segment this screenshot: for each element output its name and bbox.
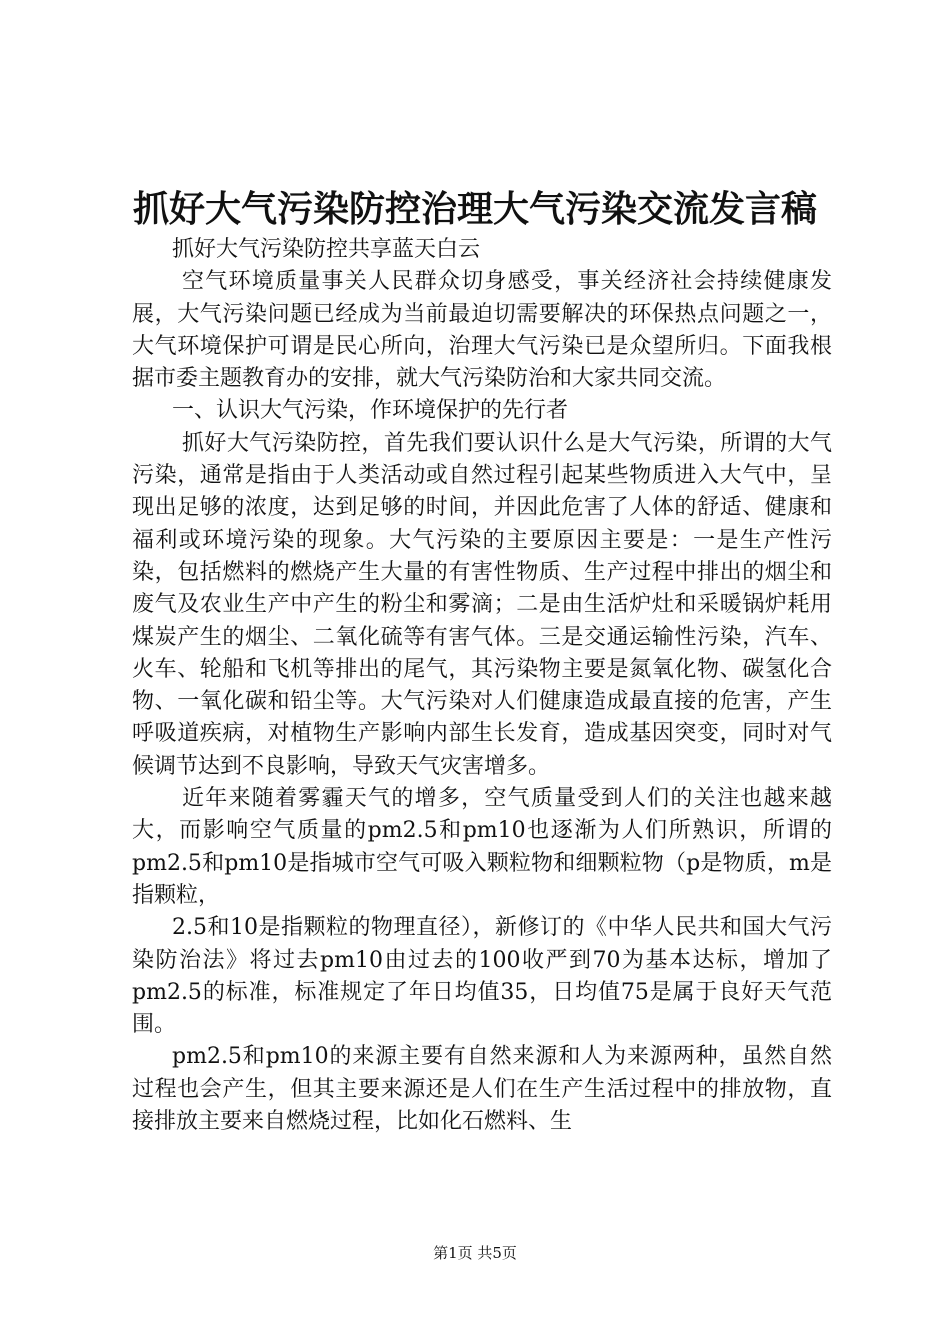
document-body <box>132 234 832 1138</box>
document-subtitle: 抓好大气污染防控共享蓝天白云 <box>172 237 481 262</box>
paragraph: 空气环境质量事关人民群众切身感受，事关经济社会持续健康发展，大气污染问题已经成为当前最迫切需要解决的环保热点问题之一，大气环境保护可谓是民心所向，治理大气污染已是众望所归。下面我根据市委主题教育办的安排，就大气污染防治和大家共同交流。 <box>132 269 832 392</box>
paragraph: pm2.5和pm10的来源主要有自然来源和人为来源两种，虽然自然过程也会产生，但其主要来源还是人们在生产生活过程中的排放物，直接排放主要来自燃烧过程，比如化石燃料、生 <box>132 1044 832 1135</box>
document-title: 抓好大气污染防控治理大气污染交流发言稿 <box>132 188 817 230</box>
paragraph: 抓好大气污染防控，首先我们要认识什么是大气污染，所谓的大气污染，通常是指由于人类活动或自然过程引起某些物质进入大气中，呈现出足够的浓度，达到足够的时间，并因此危害了人体的舒适、健康和福利或环境污染的现象。大气污染的主要原因主要是：一是生产性污染，包括燃料的燃烧产生大量的有害性物质、生产过程中排出的烟尘和废气及农业生产中产生的粉尘和雾滴；二是由生活炉灶和采暖锅炉耗用煤炭产生的烟尘、二氧化硫等有害气体。三是交通运输性污染，汽车、火车、轮船和飞机等排出的尾气，其污染物主要是氮氧化物、碳氢化合物、一氧化碳和铅尘等。大气污染对人们健康造成最直接的危害，产生呼吸道疾病，对植物生产影响内部生长发育，造成基因突变，同时对气候调节达到不良影响，导致天气灾害增多。 <box>132 430 832 779</box>
paragraph: 近年来随着雾霾天气的增多，空气质量受到人们的关注也越来越大，而影响空气质量的pm2.5和pm10也逐渐为人们所熟识，所谓的pm2.5和pm10是指城市空气可吸入颗粒物和细颗粒物（p是物质，m是指颗粒， <box>132 786 832 908</box>
paragraph: 2.5和10是指颗粒的物理直径），新修订的《中华人民共和国大气污染防治法》将过去pm10由过去的100收严到70为基本达标，增加了pm2.5的标准，标准规定了年日均值35，日均值75是属于良好天气范围。 <box>132 915 832 1038</box>
section-heading: 一、认识大气污染，作环境保护的先行者 <box>172 398 569 424</box>
page-number-footer: 第1页 共5页 <box>433 1244 517 1262</box>
